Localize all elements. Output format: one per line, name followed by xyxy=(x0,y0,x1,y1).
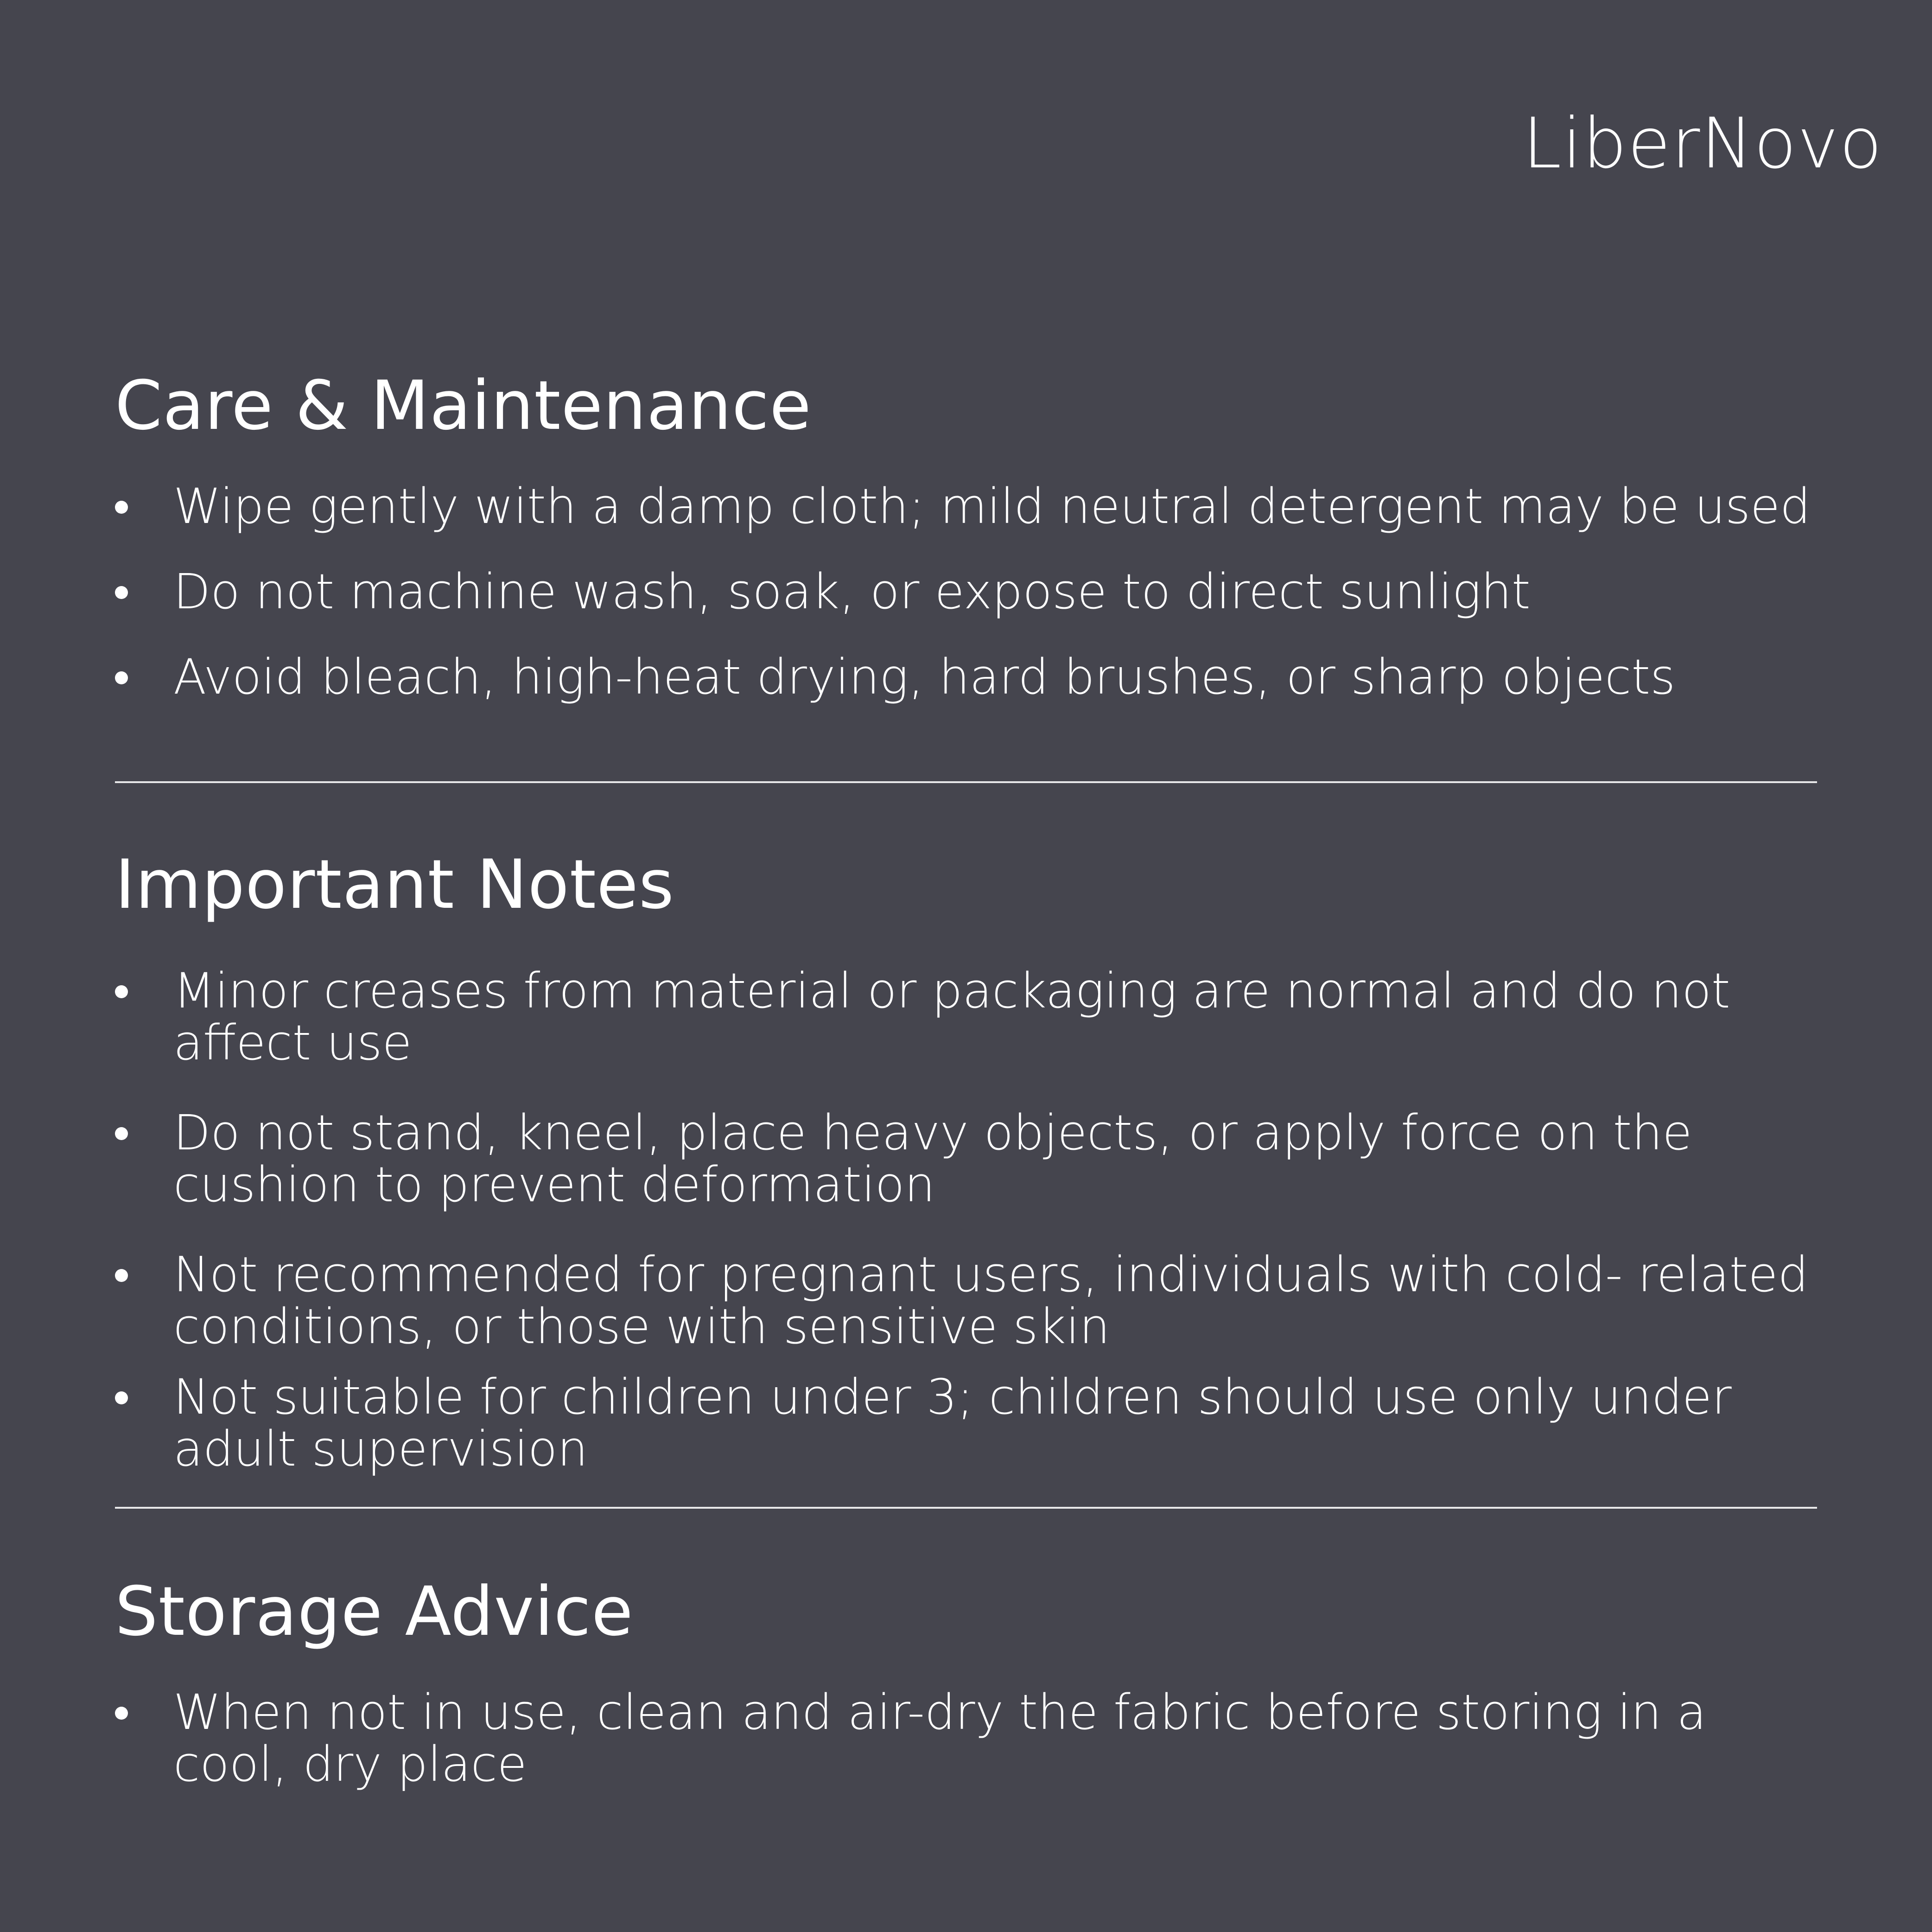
list-item-text: Minor creases from material or packaging are normal and do not affect use xyxy=(173,963,1730,1071)
list-item-text: Not recommended for pregnant users, individuals with cold- related conditions, or those with sensitive skin xyxy=(173,1246,1809,1355)
list-item xyxy=(115,651,1817,703)
list-item-text: Not suitable for children under 3; children should use only under adult supervision xyxy=(173,1369,1732,1477)
list-item xyxy=(115,1686,1817,1790)
bullet-icon xyxy=(115,586,128,599)
list-item-text: Avoid bleach, high-heat drying, hard brushes, or sharp objects xyxy=(173,649,1676,705)
list-item xyxy=(115,563,1817,620)
bullet-icon xyxy=(115,1127,128,1140)
storage-list xyxy=(115,1686,1817,1790)
bullet-icon xyxy=(115,1707,128,1720)
important-notes-section xyxy=(115,845,1817,1513)
storage-advice-section xyxy=(115,1572,1817,1792)
notes-list xyxy=(115,965,1817,1475)
section-title: Important Notes xyxy=(115,845,674,924)
list-item xyxy=(115,1246,1817,1355)
section-divider xyxy=(115,1507,1817,1509)
list-item xyxy=(115,965,1817,1069)
bullet-icon xyxy=(115,1269,128,1282)
care-maintenance-section xyxy=(115,366,1817,736)
section-divider xyxy=(115,781,1817,783)
brand-logo: LiberNovo xyxy=(1523,103,1883,184)
list-item-text: Wipe gently with a damp cloth; mild neutral detergent may be used xyxy=(173,478,1811,535)
bullet-icon xyxy=(115,671,128,684)
care-list xyxy=(115,480,1817,703)
list-item-text: Do not stand, kneel, place heavy objects, or apply force on the cushion to prevent deformation xyxy=(173,1104,1692,1213)
list-item-text: When not in use, clean and air-dry the fabric before storing in a cool, dry place xyxy=(173,1684,1707,1792)
list-item xyxy=(115,1371,1817,1475)
section-title: Care & Maintenance xyxy=(115,366,812,445)
bullet-icon xyxy=(115,1391,128,1404)
section-title: Storage Advice xyxy=(115,1572,634,1651)
list-item xyxy=(115,478,1817,535)
bullet-icon xyxy=(115,501,128,514)
bullet-icon xyxy=(115,985,128,998)
list-item xyxy=(115,1104,1817,1213)
list-item-text: Do not machine wash, soak, or expose to direct sunlight xyxy=(173,563,1531,620)
